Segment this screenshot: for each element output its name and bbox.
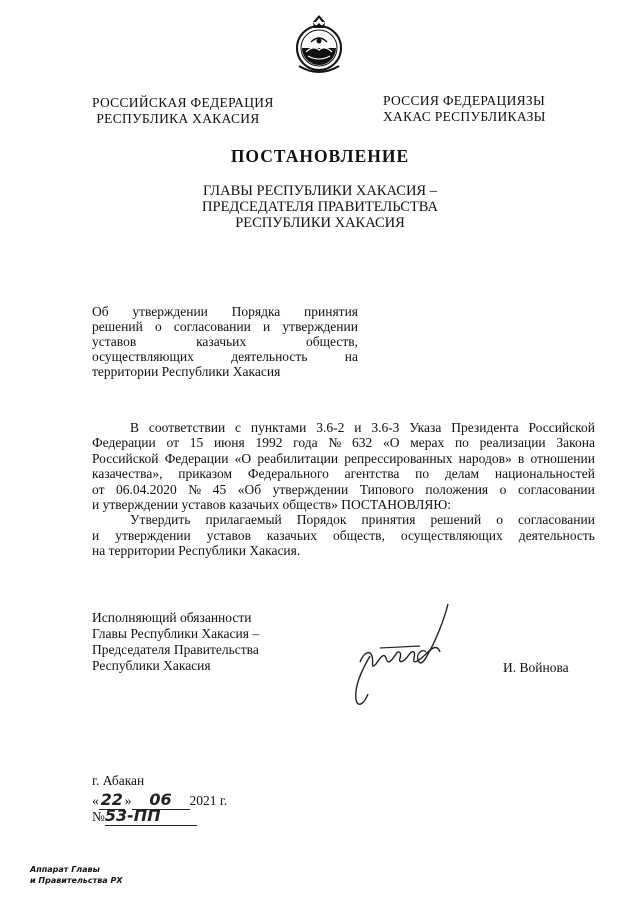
subtitle-line: РЕСПУБЛИКИ ХАКАСИЯ <box>235 215 405 231</box>
body-word: казачьих <box>266 527 317 543</box>
body-word: согласовании <box>518 512 595 528</box>
body-line: и утверждении уставов казачьих обществ» ПОСТАНОВЛЯЮ: <box>92 497 452 513</box>
header-right-block <box>383 93 546 125</box>
subject-word: Об <box>92 304 109 319</box>
body-word: от <box>166 435 179 451</box>
subject-word: согласовании <box>173 319 251 334</box>
date-close-quote: » <box>124 793 132 808</box>
body-word: Закона <box>556 435 595 451</box>
body-word: положения <box>425 481 489 497</box>
body-word: Президента <box>451 420 519 435</box>
body-word: пунктами <box>250 420 307 435</box>
stamp-line: Аппарат Главы <box>30 865 100 874</box>
body-word: Утвердить <box>130 512 191 528</box>
registration-stamp <box>30 864 123 886</box>
subject-word: о <box>154 319 162 334</box>
body-word: июня <box>213 435 245 451</box>
body-word: «О <box>382 435 400 451</box>
subject-word: обществ, <box>306 334 358 349</box>
subject-word: казачьих <box>196 334 247 349</box>
subject-word: и <box>263 319 271 334</box>
body-word: по <box>454 435 469 451</box>
header-right-line: ХАКАС РЕСПУБЛИКАЗЫ <box>383 109 546 124</box>
body-word: деятельность <box>518 527 595 543</box>
subject-line <box>92 304 358 319</box>
subject-word: решений <box>92 319 143 334</box>
document-title: ПОСТАНОВЛЕНИЕ <box>230 146 410 166</box>
body-word: в <box>517 450 525 466</box>
body-word: мерах <box>410 435 445 451</box>
body-word: № <box>328 435 342 451</box>
body-word: агентства <box>344 466 400 482</box>
subject-line <box>92 334 358 349</box>
body-word: 632 <box>351 435 373 451</box>
body-word: репрессированных <box>344 450 453 466</box>
body-line <box>92 512 595 527</box>
body-word: уставов <box>206 527 251 543</box>
subject-word: деятельность <box>231 349 308 364</box>
body-word: обществ, <box>332 527 385 543</box>
date-open-quote: « <box>92 793 99 808</box>
body-line <box>92 466 595 481</box>
body-word: Типового <box>359 481 414 497</box>
number-prefix: № <box>92 809 105 824</box>
body-line <box>92 482 595 497</box>
body-word: и <box>354 420 362 435</box>
body-word: решений <box>430 512 482 528</box>
body-word: «Об <box>237 481 262 497</box>
body-word: Российской <box>528 420 595 435</box>
date-month: 06 <box>132 790 190 810</box>
subject-word: осуществляющих <box>92 349 194 364</box>
body-word: осуществляющих <box>400 527 503 543</box>
subject-line: территории Республики Хакасия <box>92 364 281 379</box>
subtitle-line: ГЛАВЫ РЕСПУБЛИКИ ХАКАСИЯ – <box>203 183 437 199</box>
subject-word: утверждении <box>132 304 208 319</box>
document-subtitle <box>160 183 480 231</box>
body-line <box>92 435 595 450</box>
body-word: с <box>235 420 242 435</box>
body-word: реабилитации <box>257 450 339 466</box>
document-place: г. Абакан <box>92 773 145 788</box>
body-word: утверждении <box>272 481 349 497</box>
subtitle-line: ПРЕДСЕДАТЕЛЯ ПРАВИТЕЛЬСТВА <box>202 199 438 215</box>
body-word: Федерации <box>92 435 156 451</box>
body-word: В <box>130 420 140 435</box>
signer-position-line: Республики Хакасия <box>92 658 211 673</box>
body-line <box>92 420 595 435</box>
subject-word: Порядка <box>231 304 281 319</box>
handwritten-signature <box>340 600 480 710</box>
body-word: казачества», <box>92 466 163 482</box>
signer-position-line: Главы Республики Хакасия – <box>92 626 260 641</box>
header-right-line: РОССИЯ ФЕДЕРАЦИЯЗЫ <box>383 93 546 108</box>
signer-position-line: Председателя Правительства <box>92 642 259 657</box>
stamp-line: и Правительства РХ <box>30 876 123 885</box>
body-word: соответствии <box>148 420 226 435</box>
body-word: по <box>415 466 430 482</box>
body-word: делам <box>444 466 480 482</box>
body-word: № <box>188 481 202 497</box>
subject-word: принятия <box>304 304 358 319</box>
body-word: 1992 <box>255 435 283 451</box>
signer-name: И. Войнова <box>503 660 569 675</box>
body-word: 06.04.2020 <box>116 481 177 497</box>
body-word: прилагаемый <box>205 512 282 528</box>
body-word: о <box>499 481 507 497</box>
header-left-line: РЕСПУБЛИКА ХАКАСИЯ <box>96 111 260 126</box>
body-word: 15 <box>189 435 204 451</box>
body-word: приказом <box>178 466 233 482</box>
signer-position <box>92 610 259 674</box>
coat-of-arms-emblem <box>289 12 349 74</box>
body-word: «О <box>234 450 252 466</box>
body-word: о <box>496 512 504 528</box>
body-word: Федерального <box>247 466 329 482</box>
body-line: на территории Республики Хакасия. <box>92 543 301 559</box>
subject-word: утверждении <box>282 319 358 334</box>
subject-line <box>92 319 358 334</box>
body-word: и <box>92 527 100 543</box>
subject-word: уставов <box>92 334 137 349</box>
body-word: национальностей <box>494 466 595 482</box>
body-word: 45 <box>212 481 227 497</box>
header-left-line: РОССИЙСКАЯ ФЕДЕРАЦИЯ <box>92 95 274 110</box>
body-word: народов» <box>458 450 512 466</box>
body-word: реализации <box>479 435 546 451</box>
body-word: 3.6-2 <box>316 420 345 435</box>
subject-word: на <box>344 349 358 364</box>
date-day: 22 <box>100 790 123 809</box>
subject-line <box>92 349 358 364</box>
body-word: Федерации <box>164 450 229 466</box>
body-word: Порядок <box>296 512 347 528</box>
body-word: принятия <box>361 512 416 528</box>
date-year: 2021 г. <box>189 793 228 808</box>
body-word: 3.6-3 <box>371 420 400 435</box>
body-word: утверждении <box>115 527 191 543</box>
body-word: от <box>92 481 105 497</box>
body-word: согласовании <box>517 481 595 497</box>
body-word: Указа <box>409 420 442 435</box>
body-word: Российской <box>92 450 159 466</box>
document-number <box>92 806 292 824</box>
body-line <box>92 451 595 466</box>
signer-position-line: Исполняющий обязанности <box>92 610 252 625</box>
document-body <box>92 420 595 559</box>
body-word: года <box>293 435 318 451</box>
header-left-block <box>92 95 274 127</box>
subject-block <box>92 304 358 379</box>
number-value: 53-ПП <box>105 806 197 826</box>
body-word: отношении <box>530 450 595 466</box>
body-line <box>92 528 595 543</box>
